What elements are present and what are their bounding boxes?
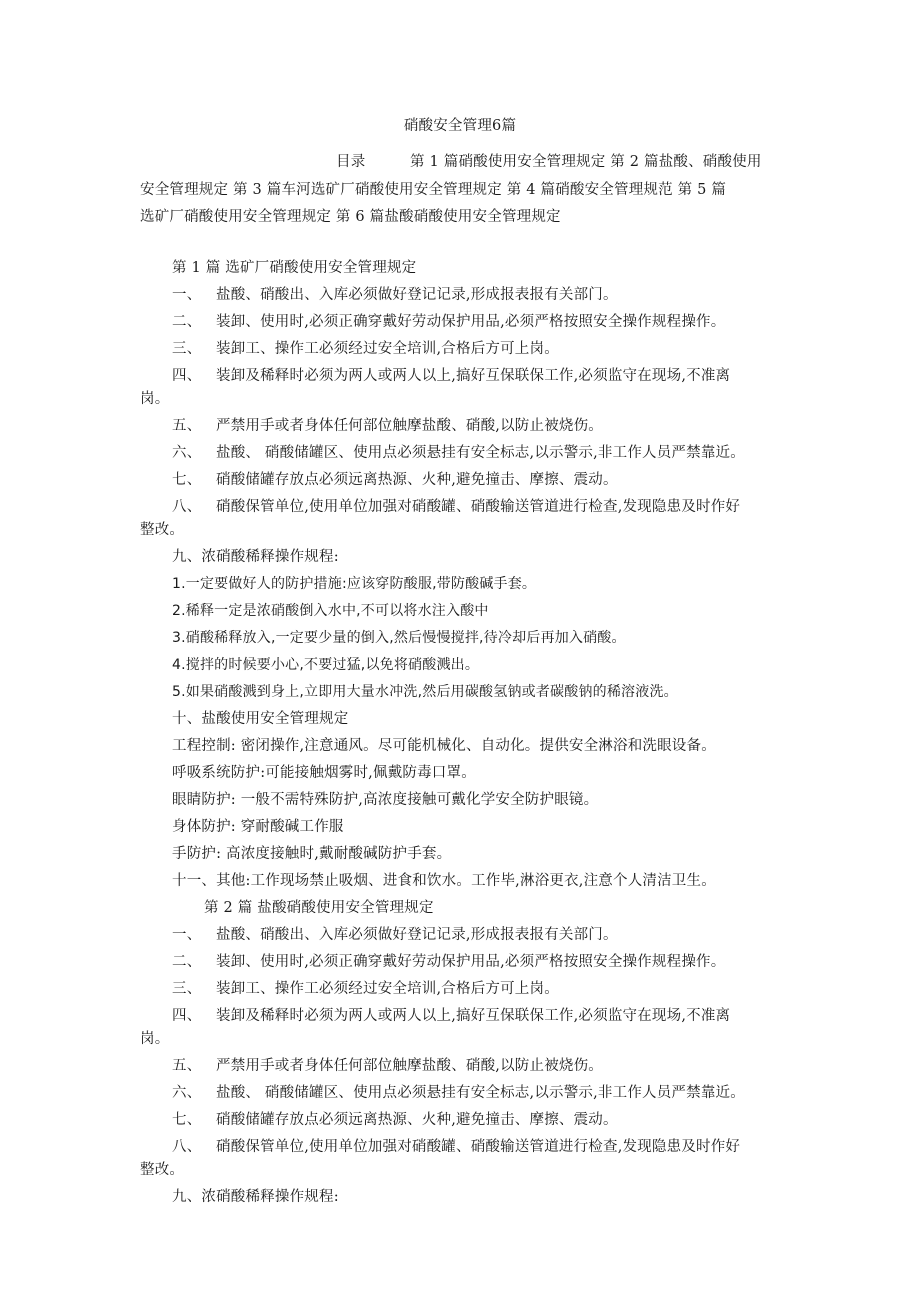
part1-item-8-cont: 整改。 <box>140 522 185 538</box>
toc-label: 目录 <box>336 154 366 170</box>
item-number: 三、 <box>172 981 202 997</box>
part1-item-8 <box>172 498 740 516</box>
part1-item-7 <box>172 471 618 489</box>
hcl-engineering-control: 工程控制: 密闭操作,注意通风。尽可能机械化、自动化。提供安全淋浴和洗眼设备。 <box>172 738 716 754</box>
part2-heading: 第 2 篇 盐酸硝酸使用安全管理规定 <box>204 900 434 916</box>
part1-item-5 <box>172 417 603 435</box>
item-number: 七、 <box>172 1112 202 1128</box>
item-text: 硝酸保管单位,使用单位加强对硝酸罐、硝酸输送管道进行检查,发现隐患及时作好 <box>216 499 741 515</box>
part2-item-6 <box>172 1084 745 1102</box>
part1-dilution-heading: 九、浓硝酸稀释操作规程: <box>172 549 339 565</box>
item-number: 五、 <box>172 418 202 434</box>
part1-item-4 <box>172 367 730 385</box>
item-number: 三、 <box>172 341 202 357</box>
item-text: 装卸工、操作工必须经过安全培训,合格后方可上岗。 <box>216 341 559 357</box>
part2-item-7 <box>172 1111 618 1129</box>
hcl-heading: 十、盐酸使用安全管理规定 <box>172 711 349 727</box>
part2-item-5 <box>172 1057 603 1075</box>
item-number: 五、 <box>172 1058 202 1074</box>
part1-other: 十一、其他:工作现场禁止吸烟、进食和饮水。工作毕,淋浴更衣,注意个人清洁卫生。 <box>172 873 716 889</box>
item-number: 六、 <box>172 445 202 461</box>
item-text: 硝酸储罐存放点必须远离热源、火种,避免撞击、摩擦、震动。 <box>216 472 618 488</box>
item-text: 盐酸、 硝酸储罐区、使用点必须悬挂有安全标志,以示警示,非工作人员严禁靠近。 <box>216 1085 745 1101</box>
item-number: 四、 <box>172 1008 202 1024</box>
part2-item-3 <box>172 980 559 998</box>
item-text: 严禁用手或者身体任何部位触摩盐酸、硝酸,以防止被烧伤。 <box>216 418 604 434</box>
dilution-step-2: 2.稀释一定是浓硝酸倒入水中,不可以将水注入酸中 <box>172 603 489 619</box>
part1-item-4-cont: 岗。 <box>140 391 170 407</box>
item-number: 一、 <box>172 287 202 303</box>
part1-heading: 第 1 篇 选矿厂硝酸使用安全管理规定 <box>172 260 417 276</box>
part1-item-1 <box>172 286 618 304</box>
item-number: 二、 <box>172 954 202 970</box>
item-number: 八、 <box>172 1139 202 1155</box>
item-number: 八、 <box>172 499 202 515</box>
dilution-step-4: 4.搅拌的时候要小心,不要过猛,以免将硝酸溅出。 <box>172 657 480 673</box>
document-title: 硝酸安全管理6篇 <box>403 118 517 134</box>
item-text: 硝酸保管单位,使用单位加强对硝酸罐、硝酸输送管道进行检查,发现隐患及时作好 <box>216 1139 741 1155</box>
item-text: 装卸工、操作工必须经过安全培训,合格后方可上岗。 <box>216 981 559 997</box>
item-number: 二、 <box>172 314 202 330</box>
item-text: 装卸及稀释时必须为两人或两人以上,搞好互保联保工作,必须监守在现场,不准离 <box>216 368 731 384</box>
toc-line-3: 选矿厂硝酸使用安全管理规定 第 6 篇盐酸硝酸使用安全管理规定 <box>140 209 561 225</box>
part1-item-2 <box>172 313 725 331</box>
item-text: 装卸、使用时,必须正确穿戴好劳动保护用品,必须严格按照安全操作规程操作。 <box>216 954 726 970</box>
part1-item-3 <box>172 340 559 358</box>
part2-item-1 <box>172 926 618 944</box>
item-text: 盐酸、硝酸出、入库必须做好登记记录,形成报表报有关部门。 <box>216 287 618 303</box>
toc-line-2: 安全管理规定 第 3 篇车河选矿厂硝酸使用安全管理规定 第 4 篇硝酸安全管理规范 第 5 篇 <box>140 182 727 198</box>
item-text: 装卸及稀释时必须为两人或两人以上,搞好互保联保工作,必须监守在现场,不准离 <box>216 1008 731 1024</box>
part1-item-6 <box>172 444 745 462</box>
item-text: 硝酸储罐存放点必须远离热源、火种,避免撞击、摩擦、震动。 <box>216 1112 618 1128</box>
item-number: 四、 <box>172 368 202 384</box>
dilution-step-3: 3.硝酸稀释放入,一定要少量的倒入,然后慢慢搅拌,待冷却后再加入硝酸。 <box>172 630 626 646</box>
dilution-step-5: 5.如果硝酸溅到身上,立即用大量水冲洗,然后用碳酸氢钠或者碳酸钠的稀溶液洗。 <box>172 684 678 700</box>
part2-item-4 <box>172 1007 730 1025</box>
item-number: 一、 <box>172 927 202 943</box>
part2-item-8-cont: 整改。 <box>140 1162 185 1178</box>
part2-item-8 <box>172 1138 740 1156</box>
dilution-step-1: 1.一定要做好人的防护措施:应该穿防酸服,带防酸碱手套。 <box>172 576 537 592</box>
hcl-hand-protection: 手防护: 高浓度接触时,戴耐酸碱防护手套。 <box>172 846 452 862</box>
item-number: 六、 <box>172 1085 202 1101</box>
hcl-eye-protection: 眼睛防护: 一般不需特殊防护,高浓度接触可戴化学安全防护眼镜。 <box>172 792 599 808</box>
part2-item-4-cont: 岗。 <box>140 1031 170 1047</box>
item-text: 盐酸、 硝酸储罐区、使用点必须悬挂有安全标志,以示警示,非工作人员严禁靠近。 <box>216 445 745 461</box>
part2-dilution-heading: 九、浓硝酸稀释操作规程: <box>172 1189 339 1205</box>
item-text: 严禁用手或者身体任何部位触摩盐酸、硝酸,以防止被烧伤。 <box>216 1058 604 1074</box>
hcl-respiratory-protection: 呼吸系统防护:可能接触烟雾时,佩戴防毒口罩。 <box>172 765 476 781</box>
item-text: 装卸、使用时,必须正确穿戴好劳动保护用品,必须严格按照安全操作规程操作。 <box>216 314 726 330</box>
hcl-body-protection: 身体防护: 穿耐酸碱工作服 <box>172 819 344 835</box>
part2-item-2 <box>172 953 725 971</box>
toc-line-1: 第 1 篇硝酸使用安全管理规定 第 2 篇盐酸、硝酸使用 <box>410 154 762 170</box>
item-number: 七、 <box>172 472 202 488</box>
item-text: 盐酸、硝酸出、入库必须做好登记记录,形成报表报有关部门。 <box>216 927 618 943</box>
